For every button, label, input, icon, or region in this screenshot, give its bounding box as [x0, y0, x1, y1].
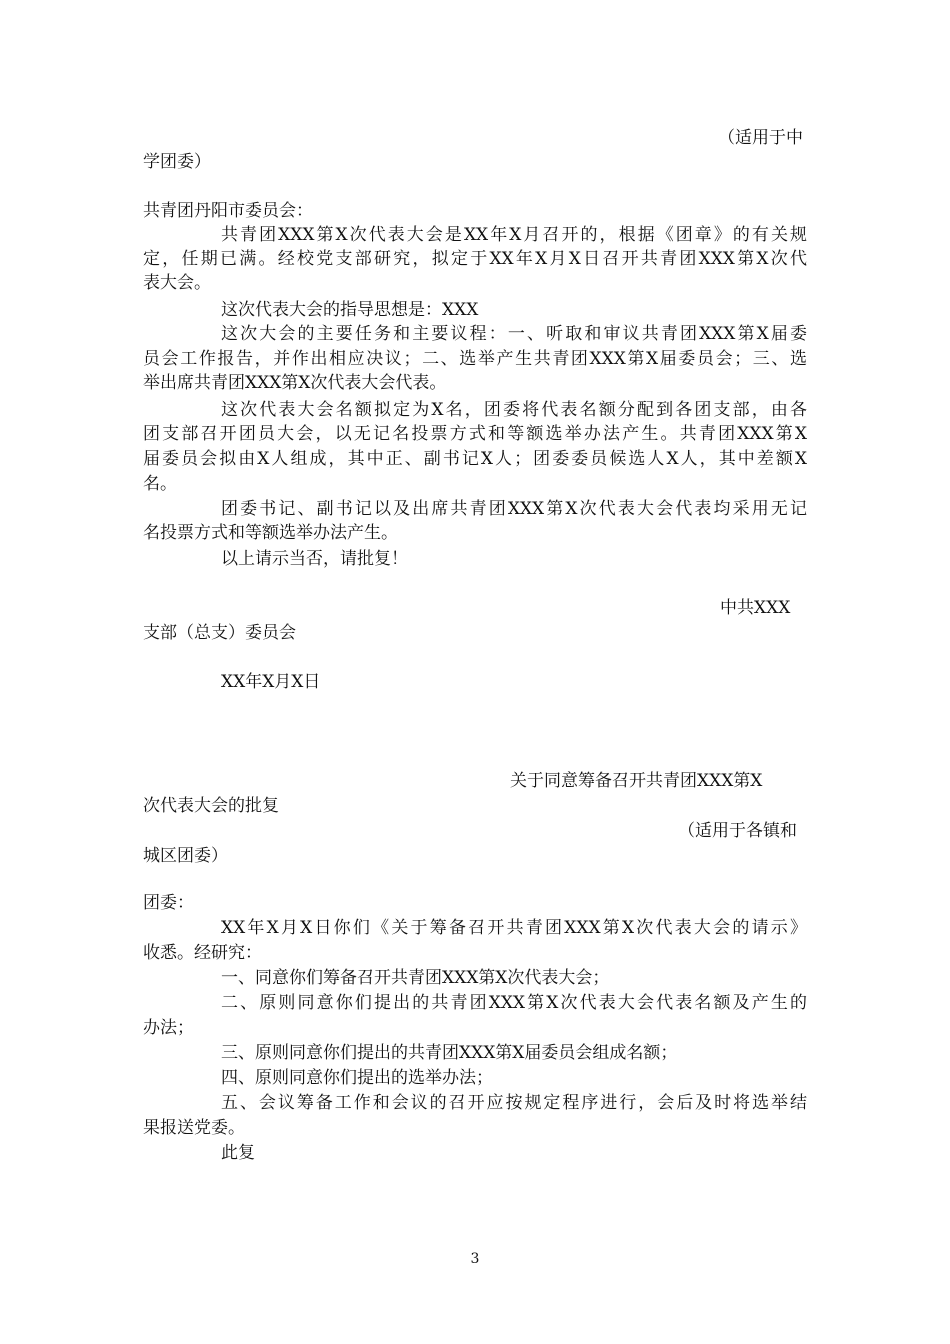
paragraph-line: 举出席共青团XXX第X次代表大会代表。: [143, 373, 447, 393]
signature-date: XX年X月X日: [221, 672, 321, 692]
scope-note: （适用于各镇和: [678, 821, 797, 841]
paragraph-line: 员会工作报告，并作出相应决议；二、选举产生共青团XXX第X届委员会；三、选: [143, 349, 807, 369]
paragraph-line: 这次代表大会名额拟定为X名，团委将代表名额分配到各团支部，由各: [221, 400, 807, 420]
list-item: 五、会议筹备工作和会议的召开应按规定程序进行，会后及时将选举结: [221, 1093, 807, 1113]
closing-text: 此复: [221, 1143, 255, 1163]
document-title-cont: 次代表大会的批复: [143, 796, 279, 816]
paragraph-line: 这次大会的主要任务和主要议程：一、听取和审议共青团XXX第X届委: [221, 324, 807, 344]
paragraph-line: 以上请示当否，请批复！: [221, 549, 408, 569]
list-item-cont: 果报送党委。: [143, 1118, 245, 1138]
paragraph-line: 团委书记、副书记以及出席共青团XXX第X次代表大会代表均采用无记: [221, 499, 807, 519]
scope-note: （适用于中: [718, 128, 803, 148]
list-item: 二、原则同意你们提出的共青团XXX第X次代表大会代表名额及产生的: [221, 993, 807, 1013]
paragraph-line: 表大会。: [143, 273, 211, 293]
list-item: 四、原则同意你们提出的选举办法；: [221, 1068, 493, 1088]
paragraph-line: 共青团XXX第X次代表大会是XX年X月召开的，根据《团章》的有关规: [221, 225, 807, 245]
scope-note-cont: 学团委）: [143, 152, 211, 172]
paragraph-line: 定，任期已满。经校党支部研究，拟定于XX年X月X日召开共青团XXX第X次代: [143, 249, 807, 269]
paragraph-line: XX年X月X日你们《关于筹备召开共青团XXX第X次代表大会的请示》: [221, 918, 807, 938]
paragraph-line: 团支部召开团员大会，以无记名投票方式和等额选举办法产生。共青团XXX第X: [143, 424, 807, 444]
paragraph-line: 名投票方式和等额选举办法产生。: [143, 523, 398, 543]
page-number: 3: [470, 1251, 480, 1267]
signature-org: 中共XXX: [720, 598, 791, 618]
paragraph-line: 这次代表大会的指导思想是：XXX: [221, 300, 479, 320]
list-item: 三、原则同意你们提出的共青团XXX第X届委员会组成名额；: [221, 1043, 678, 1063]
addressee: 团委：: [143, 893, 194, 913]
signature-org-cont: 支部（总支）委员会: [143, 623, 296, 643]
paragraph-line: 收悉。经研究：: [143, 943, 262, 963]
list-item: 一、同意你们筹备召开共青团XXX第X次代表大会；: [221, 968, 610, 988]
scope-note-cont: 城区团委）: [143, 846, 228, 866]
paragraph-line: 名。: [143, 474, 177, 494]
document-title: 关于同意筹备召开共青团XXX第X: [510, 771, 763, 791]
paragraph-line: 届委员会拟由X人组成，其中正、副书记X人；团委委员候选人X人，其中差额X: [143, 449, 807, 469]
addressee: 共青团丹阳市委员会：: [143, 201, 313, 221]
list-item-cont: 办法；: [143, 1018, 194, 1038]
